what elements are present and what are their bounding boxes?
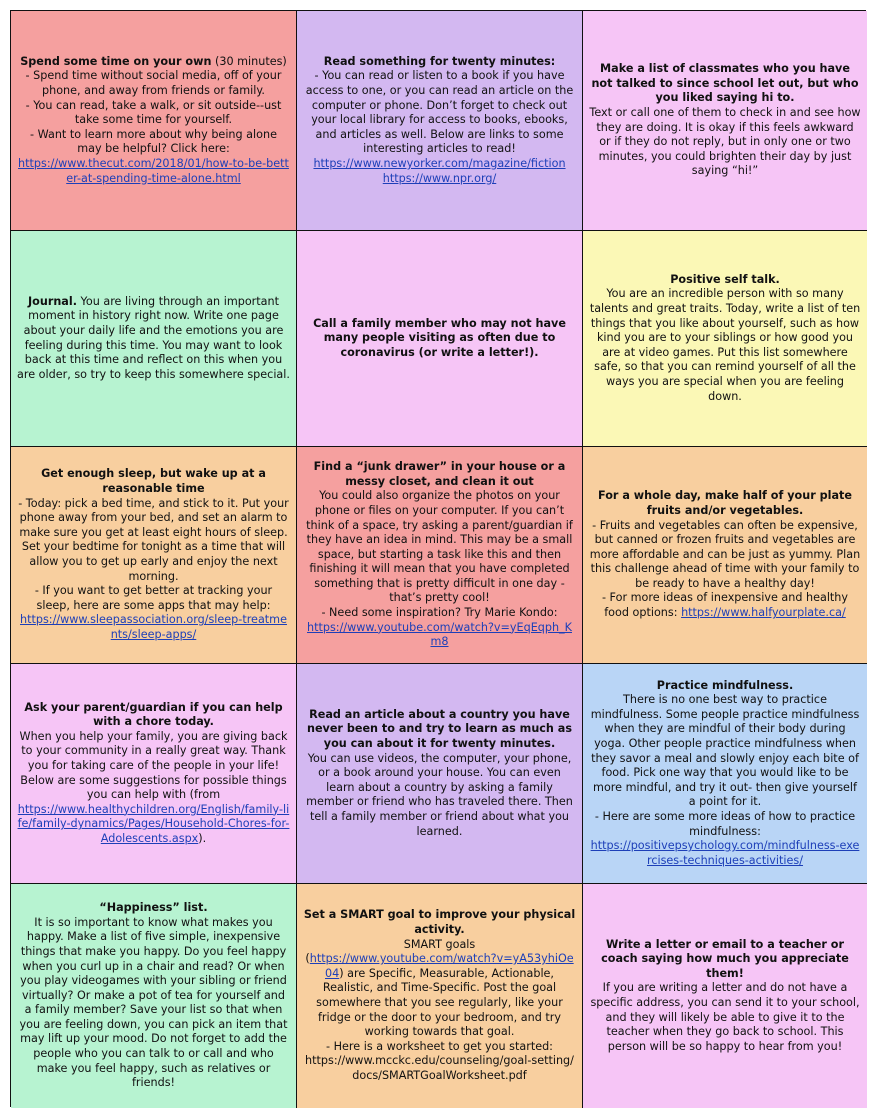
card-smart-goal: [297, 884, 583, 1108]
card-title: Read something for twenty minutes:: [323, 54, 556, 68]
card-text: - Spend time without social media, off of your phone, and away from friends or family.: [25, 69, 282, 98]
card-text: - Fruits and vegetables can often be expensive, but canned or frozen fruits and vegetables are more affordable and can be just as yummy. Plan this challenge ahead of time with your family to be ready to have a healthy day!: [589, 518, 861, 590]
card-text: You could also organize the photos on your phone or files on your computer. If you can’t think of a space, try asking a parent/guardian if they have an idea in mind. This may be a small space, but starting a task like this and then finishing it will mean that you have completed something that is pretty difficult in one day - that’s pretty cool!: [306, 489, 573, 605]
card-paragraph: [589, 591, 861, 620]
card-help-chore: [11, 664, 297, 884]
card-text: - You can read, take a walk, or sit outside--ust take some time for yourself.: [25, 98, 282, 127]
card-paragraph: [17, 803, 290, 847]
card-text: - Today: pick a bed time, and stick to it. Put your phone away from your bed, and set an alarm to make sure you get at least eight hours of sleep. Set your bedtime for tonight as a time that will allow you to get up early and enjoy the next morning.: [18, 496, 289, 583]
card-title: Practice mindfulness.: [656, 678, 794, 692]
card-journal: [11, 231, 297, 447]
activity-board: [10, 10, 866, 1107]
card-text: - Here are some more ideas of how to practice mindfulness:: [594, 809, 856, 838]
sleep-apps-link[interactable]: https://www.sleepassociation.org/sleep-treatments/sleep-apps/: [20, 613, 287, 641]
card-sleep: [11, 447, 297, 664]
card-text: ).: [198, 831, 207, 845]
card-title: For a whole day, make half of your plate fruits and/or vegetables.: [598, 489, 852, 517]
card-text: (: [305, 952, 310, 966]
card-title: Make a list of classmates who you have not talked to since school let out, but who you liked saying hi to.: [591, 62, 859, 105]
card-text: ) are Specific, Measurable, Actionable, Realistic, and Time-Specific. Post the goal somewhere that you see regularly, like your fridge or the door to your bedroom, and try working towards that goal.: [316, 966, 563, 1039]
healthychildren-link[interactable]: https://www.healthychildren.org/English/family-life/family-dynamics/Pages/Household-Chores-for-Adolescents.aspx: [17, 802, 290, 845]
card-title: Ask your parent/guardian if you can help with a chore today.: [24, 700, 283, 729]
card-heading: [17, 55, 290, 70]
card-text: - If you want to get better at tracking your sleep, here are some apps that may help:: [34, 584, 273, 612]
card-title: Journal.: [28, 294, 77, 308]
card-junk-drawer: [297, 447, 583, 664]
card-text: If you are writing a letter and do not have a specific address, you can send it to your school, and they will likely be able to give it to the teacher when they go back to school. This person will be so happy to hear from you!: [590, 981, 860, 1053]
article-link[interactable]: https://www.thecut.com/2018/01/how-to-be-better-at-spending-time-alone.html: [18, 156, 289, 185]
card-text: - Here is a worksheet to get you started:: [326, 1039, 553, 1053]
card-text: - For more ideas of inexpensive and healthy food options:: [601, 591, 849, 620]
card-country-article: [297, 664, 583, 884]
card-text: - You can read or listen to a book if you have access to one, or you can read an article on the computer or phone. Don’t forget to check out your local library for access to books, ebooks, and articles as well. Below are links to some interesting articles to read!: [305, 69, 574, 156]
card-paragraph: [17, 295, 290, 383]
card-text: Text or call one of them to check in and see how they are doing. It is okay if this feels awkward or if they do not reply, but in only one or two minutes, you could brighten their day by just saying “hi!”: [589, 105, 861, 178]
card-fruits-vegetables: [583, 447, 867, 664]
card-title: “Happiness” list.: [99, 901, 208, 915]
card-title: Spend some time on your own: [20, 54, 212, 68]
card-title: Positive self talk.: [670, 272, 780, 286]
card-text: There is no one best way to practice mindfulness. Some people practice mindfulness when they are mindful of their body during yoga. Other people practice mindfulness when they savor a meal and slowly enjoy each bite of food. Pick one way that you would like to be more mindful, and try it out- then give yourself a point for it.: [590, 693, 860, 809]
card-paragraph: [303, 952, 576, 1040]
card-title: Call a family member who may not have many people visiting as often due to coronavirus (or write a letter!).: [313, 316, 566, 359]
card-title: Set a SMART goal to improve your physical activity.: [303, 908, 576, 937]
mindfulness-link[interactable]: https://positivepsychology.com/mindfulness-exercises-techniques-activities/: [590, 839, 860, 867]
card-title: Read an article about a country you have never been to and try to learn as much as you can about it for twenty minutes.: [307, 707, 572, 751]
card-title: Find a “junk drawer” in your house or a messy closet, and clean it out: [313, 460, 566, 488]
card-text: - Need some inspiration? Try Marie Kondo:: [321, 606, 558, 620]
marie-kondo-link[interactable]: https://www.youtube.com/watch?v=yEqEqph_Km8: [307, 620, 572, 649]
worksheet-url: https://www.mcckc.edu/counseling/goal-setting/docs/SMARTGoalWorksheet.pdf: [305, 1054, 574, 1082]
card-classmates-list: [583, 11, 867, 231]
card-text: You are living through an important moment in history right now. Write one page about your daily life and the emotions you are feeling during this time. You may want to look back at this time and reflect on this when you are older, so try to keep this somewhere special.: [17, 294, 290, 381]
newyorker-link[interactable]: https://www.newyorker.com/magazine/fiction: [313, 156, 566, 170]
card-title: Write a letter or email to a teacher or coach saying how much you appreciate them!: [601, 937, 849, 980]
card-text: When you help your family, you are giving back to your community in a really great way. Thank you for taking care of the people in your life! Below are some suggestions for possible things you can help with (from: [19, 729, 288, 802]
card-text: - Want to learn more about why being alone may be helpful? Click here:: [30, 127, 277, 156]
card-happiness-list: [11, 884, 297, 1108]
card-positive-self-talk: [583, 231, 867, 447]
card-subtitle: SMART goals: [403, 937, 476, 951]
smart-goals-video-link[interactable]: https://www.youtube.com/watch?v=yA53yhiOe04: [309, 952, 574, 980]
card-mindfulness: [583, 664, 867, 884]
card-text: It is so important to know what makes you happy. Make a list of five simple, inexpensive things that make you happy. Do you feel happy when you curl up in a chair and read? Or when you play videogames with your sibling or friend virtually? Or make a pot of tea for yourself and a family member? Save your list so that when you are feeling down, you can pick an item that may lift up your mood. Do not forget to add the people who you can talk to or call and who make you feel happy, such as relatives or friends!: [19, 915, 288, 1090]
card-title-suffix: (30 minutes): [211, 54, 287, 68]
card-time-alone: [11, 11, 297, 231]
npr-link[interactable]: https://www.npr.org/: [382, 171, 497, 185]
card-text: You can use videos, the computer, your phone, or a book around your house. You can even learn about a country by asking a family member or friend who has traveled there. Then tell a family member or friend about what you learned.: [306, 751, 573, 838]
card-teacher-letter: [583, 884, 867, 1108]
card-read-twenty-minutes: [297, 11, 583, 231]
card-text: You are an incredible person with so many talents and great traits. Today, write a list of ten things that you like about yourself, such as how kind you are to your siblings or how good you are at video games. Put this list somewhere safe, so that you can remind yourself of all the ways you are special when you are feeling down.: [589, 287, 861, 403]
halfyourplate-link[interactable]: https://www.halfyourplate.ca/: [681, 606, 846, 620]
card-call-family: [297, 231, 583, 447]
card-title: Get enough sleep, but wake up at a reasonable time: [41, 467, 266, 496]
